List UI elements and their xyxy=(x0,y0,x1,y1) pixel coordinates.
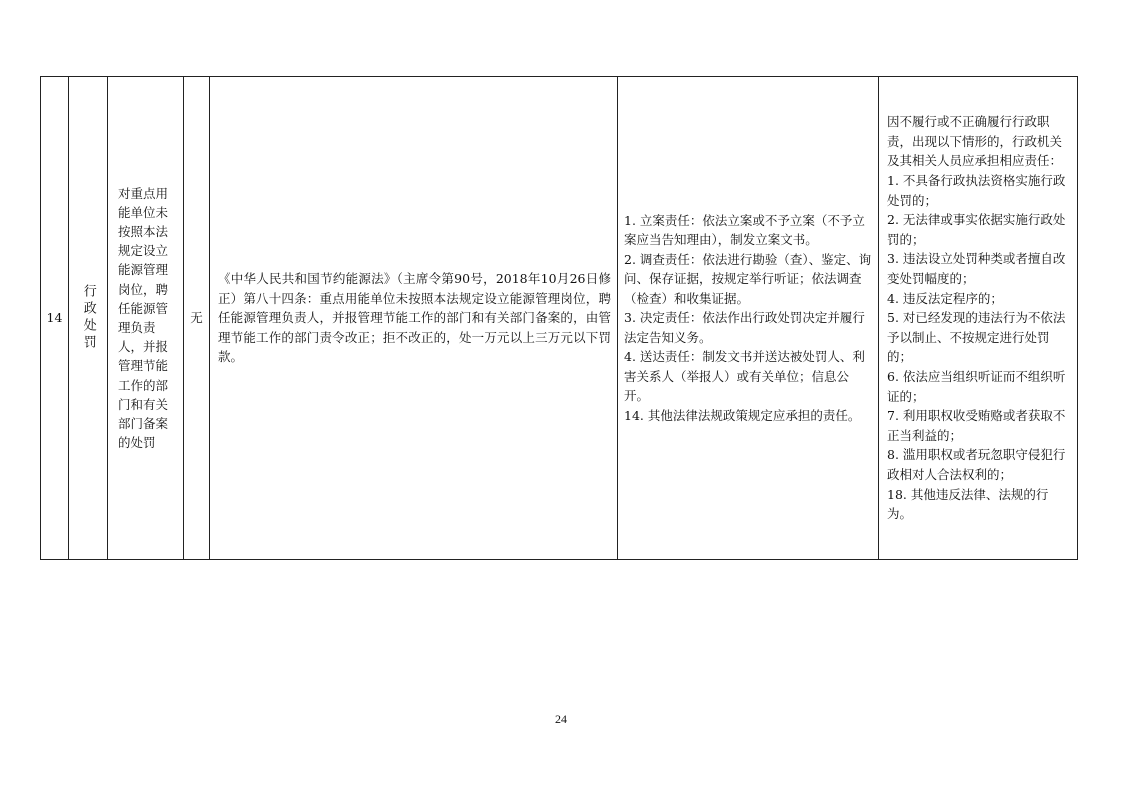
legal-basis-text: 《中华人民共和国节约能源法》（主席令第90号，2018年10月26日修正）第八十四条：重点用能单位未按照本法规定设立能源管理岗位，聘任能源管理负责人，并报管理节能工作的部门和有关部门备案的，由管理节能工作的部门责令改正；拒不改正的，处一万元以上三万元以下罚款。 xyxy=(218,271,611,365)
page-number: 24 xyxy=(555,712,567,726)
responsibilities-cell xyxy=(618,77,879,560)
liability-list xyxy=(879,112,1077,523)
liability-item: 7. 利用职权收受贿赂或者获取不正当利益的； xyxy=(887,408,1066,443)
item-name-text: 对重点用能单位未按照本法规定设立能源管理岗位，聘任能源管理负责人，并报管理节能工作的部门和有关部门备案的处罚 xyxy=(118,185,169,451)
responsibility-item: 1. 立案责任：依法立案或不予立案（不予立案应当告知理由），制发立案文书。 xyxy=(624,212,865,248)
liability-item: 2. 无法律或事实依据实施行政处罚的； xyxy=(887,212,1066,247)
liability-item: 3. 违法设立处罚种类或者擅自改变处罚幅度的； xyxy=(887,251,1066,287)
liability-item: 4. 违反法定程序的； xyxy=(887,290,1003,306)
liability-cell xyxy=(879,77,1078,560)
liability-item: 18. 其他违反法律、法规的行为。 xyxy=(887,486,1049,522)
liability-item: 6. 依法应当组织听证而不组织听证的； xyxy=(887,368,1066,404)
table-row xyxy=(41,77,1078,560)
responsibility-item: 3. 决定责任：依法作出行政处罚决定并履行法定告知义务。 xyxy=(624,310,865,345)
liability-item: 1. 不具备行政执法资格实施行政处罚的； xyxy=(887,173,1066,208)
responsibilities-list xyxy=(618,211,878,426)
responsibility-item: 2. 调查责任：依法进行勘验（查）、鉴定、询问、保存证据，按规定举行听证；依法调查（检查）和收集证据。 xyxy=(624,251,872,306)
category-cell xyxy=(69,77,108,560)
responsibility-item: 14. 其他法律法规政策规定应承担的责任。 xyxy=(624,407,861,423)
legal-basis-cell xyxy=(210,77,618,560)
row-number: 14 xyxy=(41,77,69,560)
liability-item: 8. 滥用职权或者玩忽职守侵犯行政相对人合法权利的； xyxy=(887,447,1066,482)
item-name-cell xyxy=(108,77,184,560)
sub-item-cell: 无 xyxy=(184,77,210,560)
liability-item: 5. 对已经发现的违法行为不依法予以制止、不按规定进行处罚的； xyxy=(887,310,1066,365)
responsibility-item: 4. 送达责任：制发文书并送达被处罚人、利害关系人（举报人）或有关单位；信息公开。 xyxy=(624,349,865,404)
responsibility-table xyxy=(40,76,1078,560)
category-text: 行政处罚 xyxy=(80,284,96,352)
liability-intro: 因不履行或不正确履行行政职责，出现以下情形的，行政机关及其相关人员应承担相应责任： xyxy=(887,114,1063,169)
